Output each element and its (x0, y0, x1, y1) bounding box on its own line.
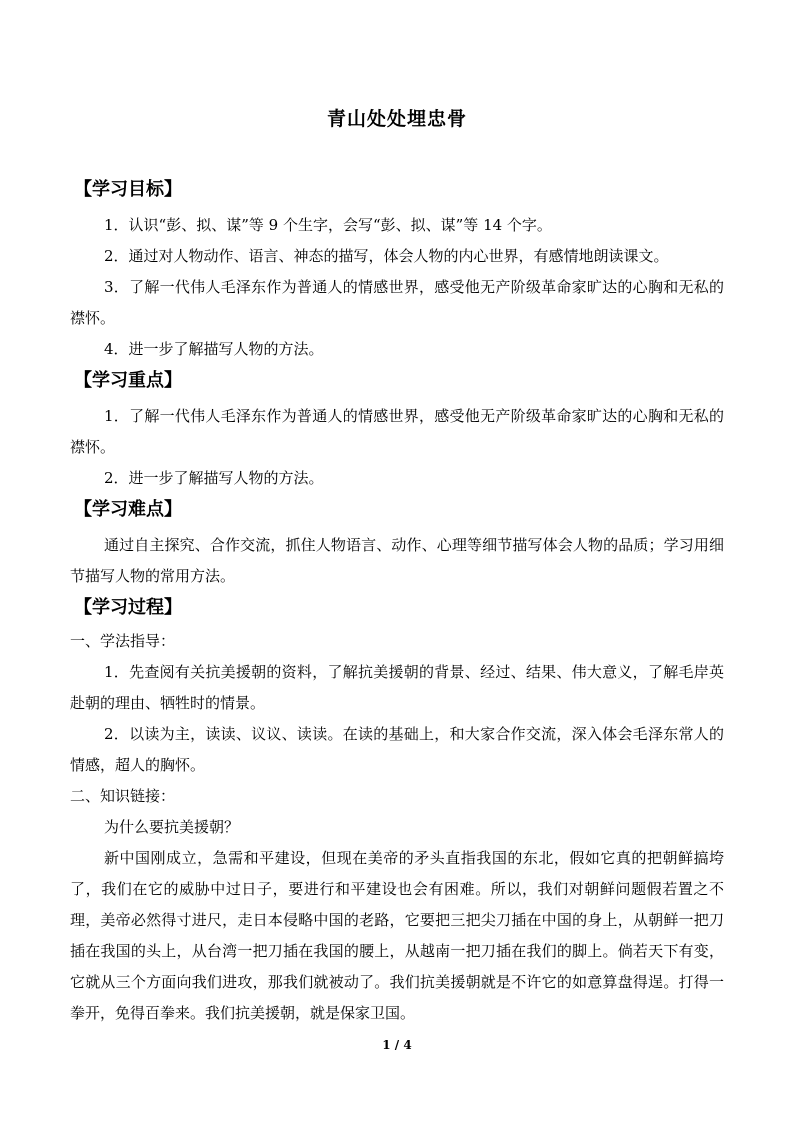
page-number: 1 / 4 (382, 1038, 412, 1052)
key-point-item-1: 1．了解一代伟人毛泽东作为普通人的情感世界，感受他无产阶级革命家旷达的心胸和无私的襟怀。 (70, 407, 724, 456)
goal-item-2: 2．通过对人物动作、语言、神态的描写，体会人物的内心世界，有感情地朗读课文。 (104, 247, 669, 265)
guide-title: 一、学法指导： (70, 632, 176, 650)
link-title: 二、知识链接： (70, 787, 176, 805)
goal-item-3: 3．了解一代伟人毛泽东作为普通人的情感世界，感受他无产阶级革命家旷达的心胸和无私的襟怀。 (70, 278, 724, 327)
guide-item-2: 2．以读为主，读读、议议、读读。在读的基础上，和大家合作交流，深入体会毛泽东常人的情感，超人的胸怀。 (70, 725, 724, 774)
link-answer: 新中国刚成立，急需和平建设，但现在美帝的矛头直指我国的东北，假如它真的把朝鲜搞垮了，我们在它的威胁中过日子，要进行和平建设也会有困难。所以，我们对朝鲜问题假若置之不理，美帝必然得寸进尺，走日本侵略中国的老路，它要把三把尖刀插在中国的身上，从朝鲜一把刀插在我国的头上，从台湾一把刀插在我国的腰上，从越南一把刀插在我们的脚上。倘若天下有变，它就从三个方面向我们进攻，那我们就被动了。我们抗美援朝就是不许它的如意算盘得逞。打得一拳开，免得百拳来。我们抗美援朝，就是保家卫国。 (70, 849, 724, 1022)
goal-item-1: 1．认识“彭、拟、谋”等 9 个生字，会写“彭、拟、谋”等 14 个字。 (104, 216, 552, 234)
goal-item-4: 4．进一步了解描写人物的方法。 (104, 340, 324, 358)
link-question: 为什么要抗美援朝？ (104, 818, 240, 836)
section-heading-key-points: 【学习重点】 (74, 370, 182, 391)
section-heading-difficulties: 【学习难点】 (74, 499, 182, 520)
document-body (70, 176, 724, 1029)
section-heading-process: 【学习过程】 (74, 597, 182, 618)
page-title: 青山处处埋忠骨 (326, 108, 467, 130)
difficulties-text: 通过自主探究、合作交流，抓住人物语言、动作、心理等细节描写体会人物的品质；学习用细节描写人物的常用方法。 (70, 536, 724, 585)
guide-item-1: 1．先查阅有关抗美援朝的资料，了解抗美援朝的背景、经过、结果、伟大意义，了解毛岸英赴朝的理由、牺牲时的情景。 (70, 663, 724, 712)
section-heading-goals: 【学习目标】 (74, 179, 182, 200)
key-point-item-2: 2．进一步了解描写人物的方法。 (104, 469, 324, 487)
